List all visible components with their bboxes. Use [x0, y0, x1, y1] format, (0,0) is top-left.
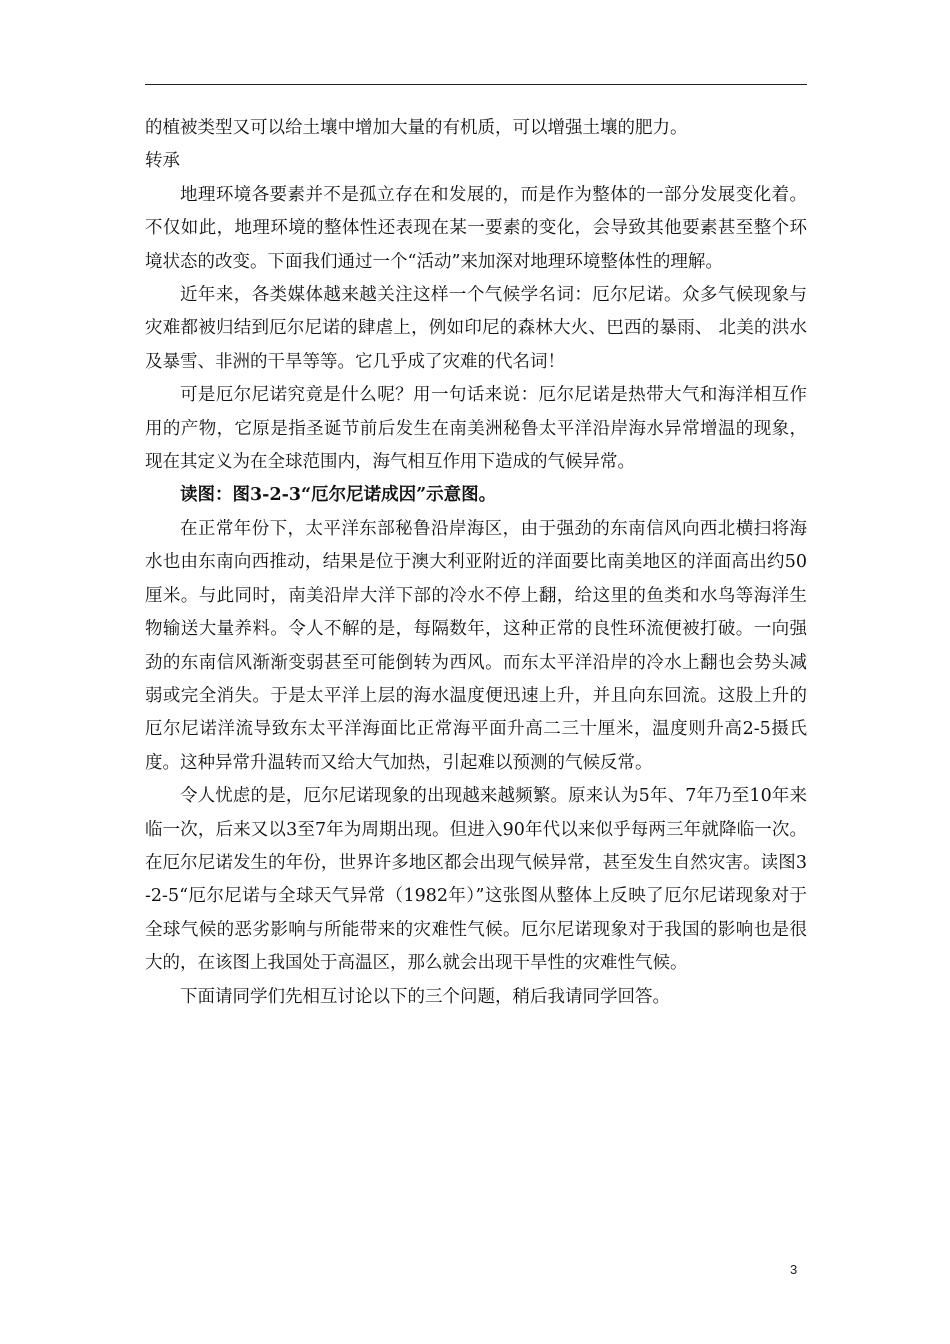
paragraph-discussion: 下面请同学们先相互讨论以下的三个问题，稍后我请同学回答。 [180, 986, 670, 1007]
section-heading-zhuancheng: 转承 [145, 151, 180, 172]
paragraph-elnino-definition: 可是厄尔尼诺究竟是什么呢？用一句话来说：厄尔尼诺是热带大气和海洋相互作用的产物，它原是指圣诞节前后发生在南美洲秘鲁太平洋沿岸海水异常增温的现象，现在其定义为在全球范围内，海气相互作用下造成的气候异常。 [145, 385, 807, 473]
header-rule [145, 84, 807, 85]
paragraph-media-elnino: 近年来，各类媒体越来越关注这样一个气候学名词：厄尔尼诺。众多气候现象与灾难都被归结到厄尔尼诺的肆虐上，例如印尼的森林大火、巴西的暴雨、 北美的洪水及暴雪、非洲的干旱等等。它几乎成了灾难的代名词！ [145, 285, 807, 372]
document-body [145, 112, 807, 1014]
paragraph-normal-years: 在正常年份下，太平洋东部秘鲁沿岸海区，由于强劲的东南信风向西北横扫将海水也由东南向西推动，结果是位于澳大利亚附近的洋面要比南美地区的洋面高出约50厘米。与此同时，南美沿岸大洋下部的冷水不停上翻，给这里的鱼类和水鸟等海洋生物输送大量养料。令人不解的是，每隔数年，这种正常的良性环流便被打破。一向强劲的东南信风渐渐变弱甚至可能倒转为西风。而东太平洋沿岸的冷水上翻也会势头减弱或完全消失。于是太平洋上层的海水温度便迅速上升，并且向东回流。这股上升的厄尔尼诺洋流导致东太平洋海面比正常海平面升高二三十厘米，温度则升高2-5摄氏度。这种异常升温转而又给大气加热，引起难以预测的气候反常。 [145, 518, 807, 773]
page-number: 3 [790, 1262, 798, 1277]
paragraph-frequency: 令人忧虑的是，厄尔尼诺现象的出现越来越频繁。原来认为5年、7年乃至10年来临一次，后来又以3至7年为周期出现。但进入90年代以来似乎每两三年就降临一次。在厄尔尼诺发生的年份，世界许多地区都会出现气候异常，甚至发生自然灾害。读图3-2-5“厄尔尼诺与全球天气异常（1982年）”这张图从整体上反映了厄尔尼诺现象对于全球气候的恶劣影响与所能带来的灾难性气候。厄尔尼诺现象对于我国的影响也是很大的，在该图上我国处于高温区，那么就会出现干旱性的灾难性气候。 [145, 786, 807, 974]
paragraph-read-figure: 读图：图3-2-3“厄尔尼诺成因”示意图。 [180, 485, 497, 506]
paragraph-integrity: 地理环境各要素并不是孤立存在和发展的，而是作为整体的一部分发展变化着。不仅如此，地理环境的整体性还表现在某一要素的变化，会导致其他要素甚至整个环境状态的改变。下面我们通过一个“活动”来加深对地理环境整体性的理解。 [145, 184, 807, 272]
paragraph-continuation: 的植被类型又可以给土壤中增加大量的有机质，可以增强土壤的肥力。 [145, 118, 688, 138]
